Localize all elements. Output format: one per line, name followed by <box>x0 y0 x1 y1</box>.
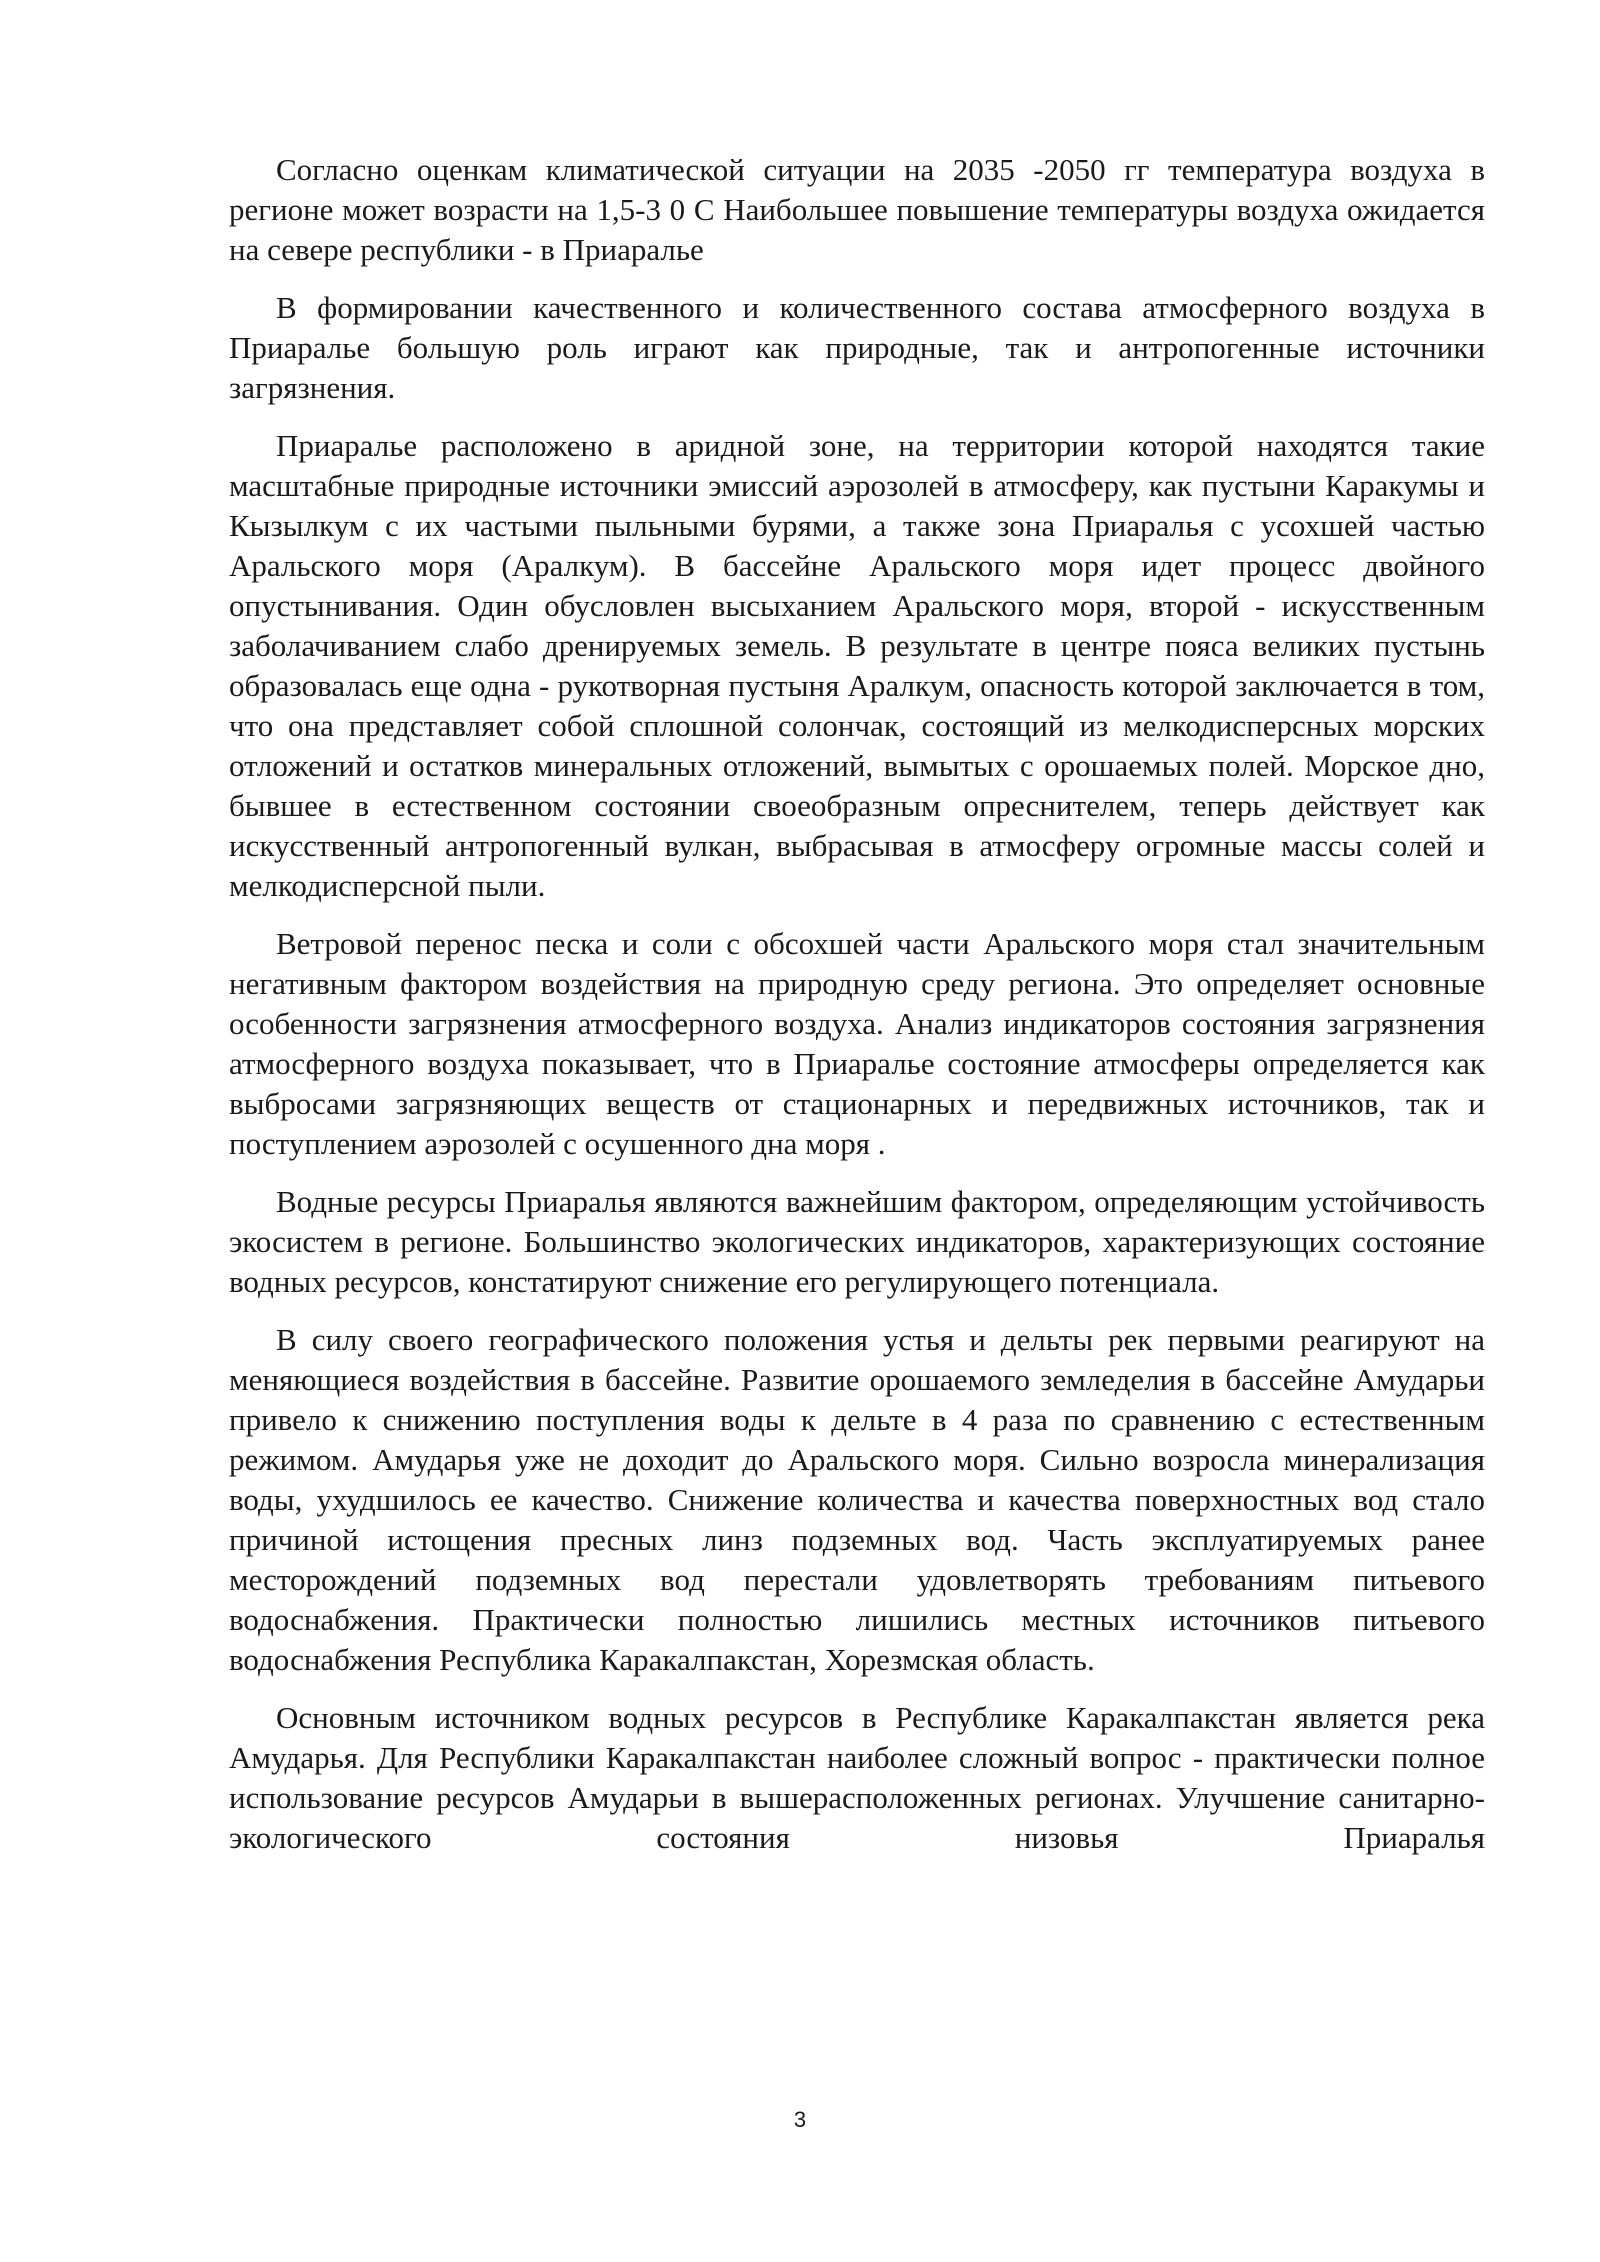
document-body <box>229 150 1485 1876</box>
paragraph-amudarya-source: Основным источником водных ресурсов в Республике Каракалпакстан является река Амударья. Для Республики Каракалпакстан наиболее сложный вопрос - практически полное использование ресурсов Амударьи в вышерасположенных регионах. Улучшение санитарно-экологического состояния низовья Приаралья <box>229 1700 1485 1855</box>
paragraph-wind-transport: Ветровой перенос песка и соли с обсохшей части Аральского моря стал значительным негативным фактором воздействия на природную среду региона. Это определяет основные особенности загрязнения атмосферного воздуха. Анализ индикаторов состояния загрязнения атмосферного воздуха показывает, что в Приаралье состояние атмосферы определяется как выбросами загрязняющих веществ от стационарных и передвижных источников, так и поступлением аэрозолей с осушенного дна моря . <box>229 926 1485 1161</box>
paragraph-air-composition: В формировании качественного и количественного состава атмосферного воздуха в Приаралье большую роль играют как природные, так и антропогенные источники загрязнения. <box>229 290 1485 405</box>
paragraph-river-deltas: В силу своего географического положения устья и дельты рек первыми реагируют на меняющиеся воздействия в бассейне. Развитие орошаемого земледелия в бассейне Амударьи привело к снижению поступления воды к дельте в 4 раза по сравнению с естественным режимом. Амударья уже не доходит до Аральского моря. Сильно возросла минерализация воды, ухудшилось ее качество. Снижение количества и качества поверхностных вод стало причиной истощения пресных линз подземных вод. Часть эксплуатируемых ранее месторождений подземных вод перестали удовлетворять требованиям питьевого водоснабжения. Практически полностью лишились местных источников питьевого водоснабжения Республика Каракалпакстан, Хорезмская область. <box>229 1322 1485 1677</box>
paragraph-climate-forecast: Согласно оценкам климатической ситуации на 2035 -2050 гг температура воздуха в регионе может возрасти на 1,5-3 0 С Наибольшее повышение температуры воздуха ожидается на севере республики - в Приаралье <box>229 152 1485 267</box>
page-number: 3 <box>793 2107 807 2132</box>
paragraph-aralkum-desert: Приаралье расположено в аридной зоне, на территории которой находятся такие масштабные природные источники эмиссий аэрозолей в атмосферу, как пустыни Каракумы и Кызылкум с их частыми пыльными бурями, а также зона Приаралья с усохшей частью Аральского моря (Аралкум). В бассейне Аральского моря идет процесс двойного опустынивания. Один обусловлен высыханием Аральского моря, второй - искусственным заболачиванием слабо дренируемых земель. В результате в центре пояса великих пустынь образовалась еще одна - рукотворная пустыня Аралкум, опасность которой заключается в том, что она представляет собой сплошной солончак, состоящий из мелкодисперсных морских отложений и остатков минеральных отложений, вымытых с орошаемых полей. Морское дно, бывшее в естественном состоянии своеобразным опреснителем, теперь действует как искусственный антропогенный вулкан, выбрасывая в атмосферу огромные массы солей и мелкодисперсной пыли. <box>229 428 1485 903</box>
paragraph-water-resources: Водные ресурсы Приаралья являются важнейшим фактором, определяющим устойчивость экосистем в регионе. Большинство экологических индикаторов, характеризующих состояние водных ресурсов, констатируют снижение его регулирующего потенциала. <box>229 1184 1485 1299</box>
